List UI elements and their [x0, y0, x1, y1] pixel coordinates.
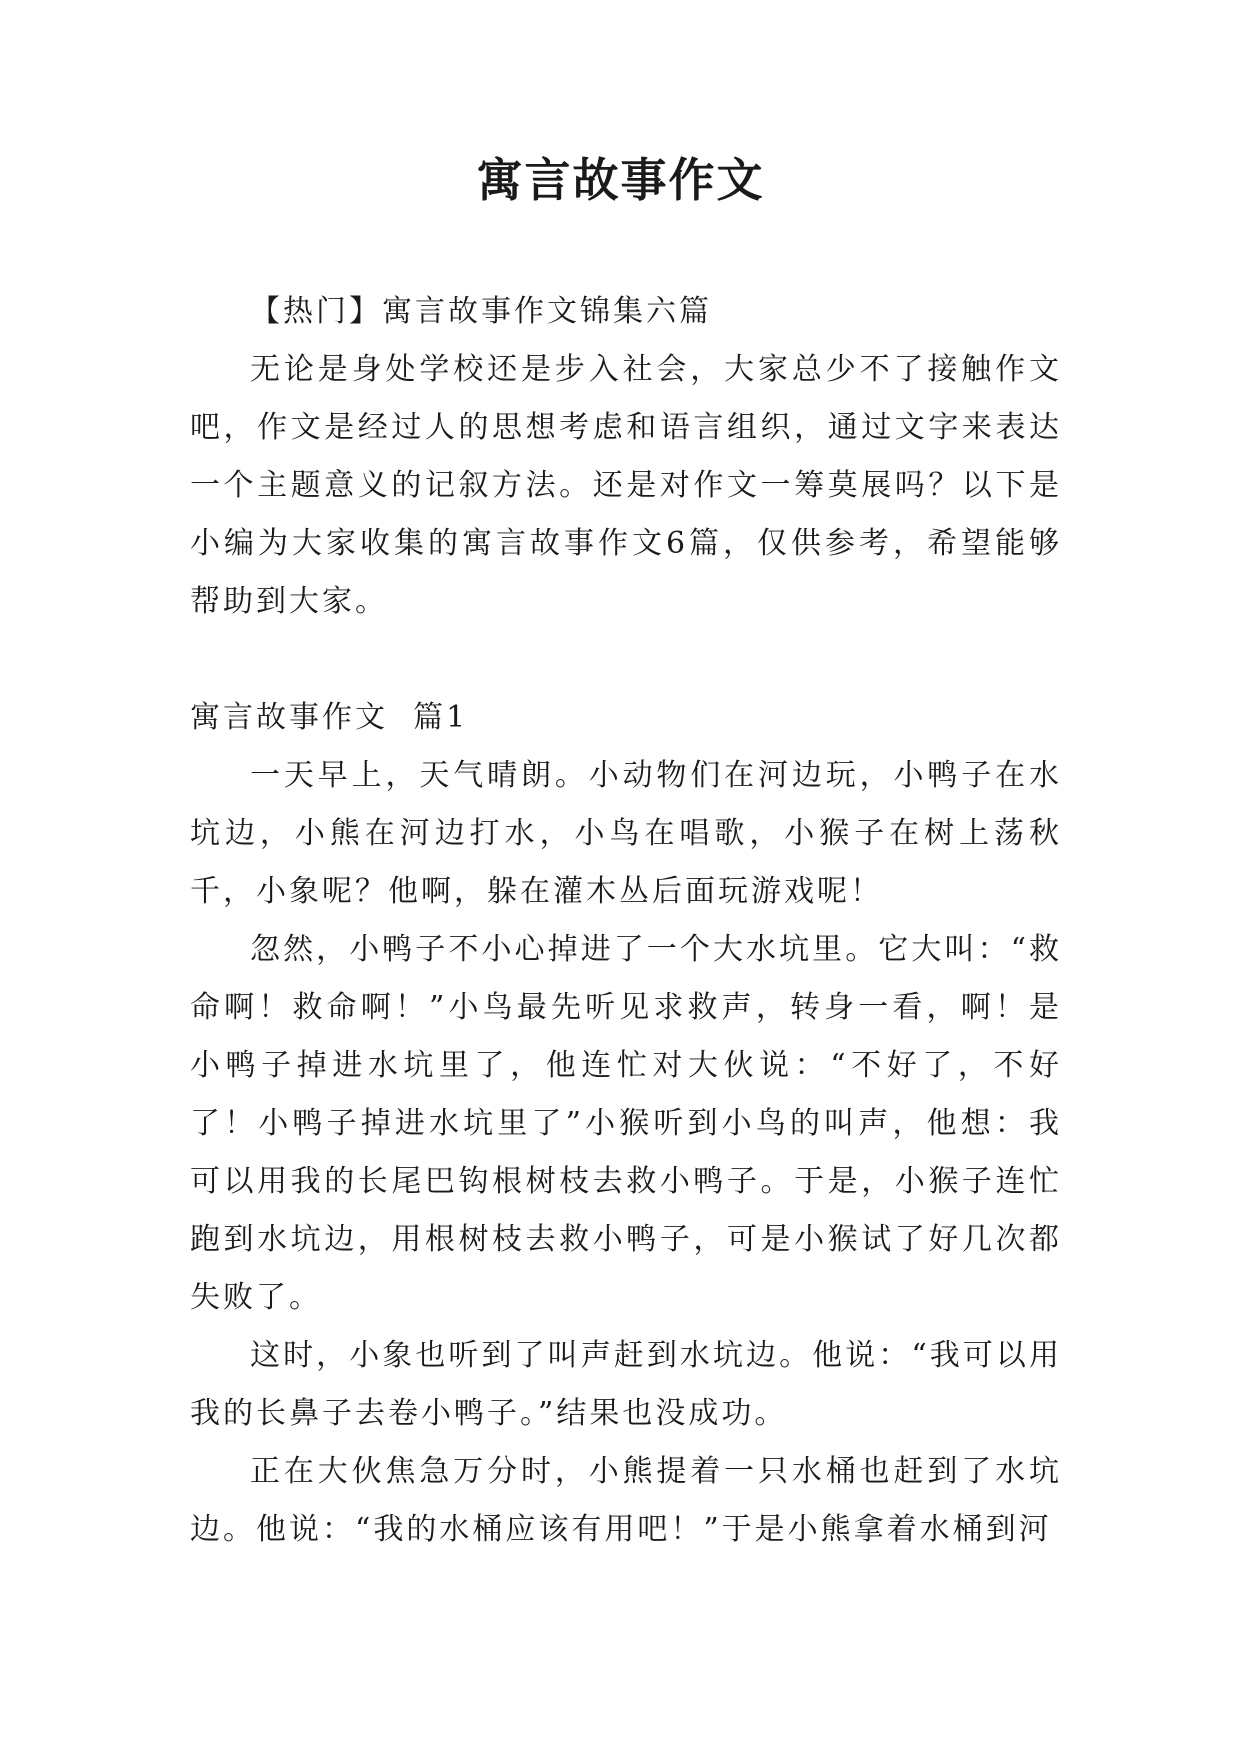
section-spacer [190, 631, 1062, 689]
story-paragraph: 正在大伙焦急万分时，小熊提着一只水桶也赶到了水坑边。他说：“我的水桶应该有用吧！”于是小熊拿着水桶到河 [190, 1454, 1062, 1547]
story-paragraph: 一天早上，天气晴朗。小动物们在河边玩，小鸭子在水坑边，小熊在河边打水，小鸟在唱歌，小猴子在树上荡秋千，小象呢？他啊，躲在灌木丛后面玩游戏呢！ [190, 758, 1062, 909]
intro-paragraph: 无论是身处学校还是步入社会，大家总少不了接触作文吧，作文是经过人的思想考虑和语言组织，通过文字来表达一个主题意义的记叙方法。还是对作文一筹莫展吗？以下是小编为大家收集的寓言故事作文6篇，仅供参考，希望能够帮助到大家。 [190, 352, 1062, 619]
document-body [190, 283, 1062, 1559]
document-subtitle: 【热门】寓言故事作文锦集六篇 [250, 294, 712, 329]
document-title: 寓言故事作文 [476, 153, 765, 207]
story-paragraph: 这时，小象也听到了叫声赶到水坑边。他说：“我可以用我的长鼻子去卷小鸭子。”结果也没成功。 [190, 1338, 1062, 1431]
section-heading: 寓言故事作文 篇1 [190, 700, 469, 735]
story-paragraph: 忽然，小鸭子不小心掉进了一个大水坑里。它大叫：“救命啊！救命啊！”小鸟最先听见求救声，转身一看，啊！是小鸭子掉进水坑里了，他连忙对大伙说：“不好了，不好了！小鸭子掉进水坑里了”小猴听到小鸟的叫声，他想：我可以用我的长尾巴钩根树枝去救小鸭子。于是，小猴子连忙跑到水坑边，用根树枝去救小鸭子，可是小猴试了好几次都失败了。 [190, 932, 1062, 1315]
